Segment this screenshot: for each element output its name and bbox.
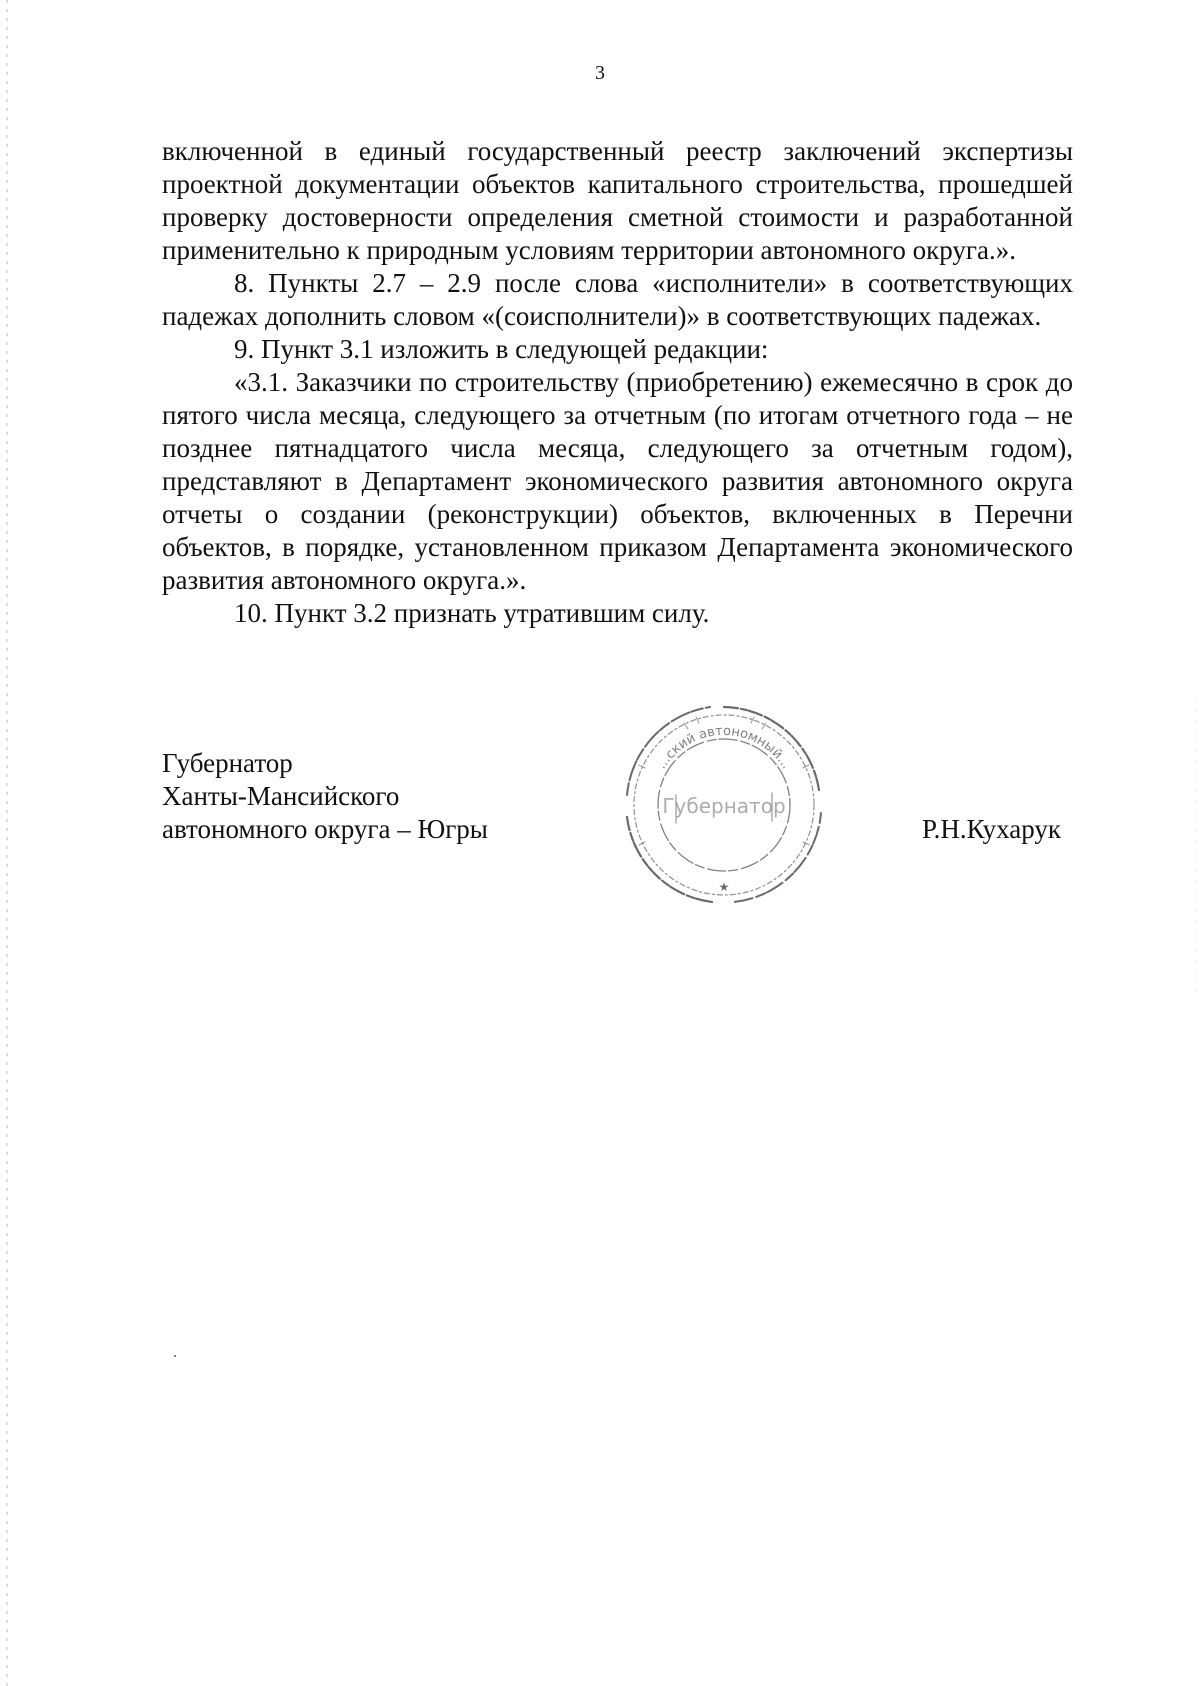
paragraph-item-9: 9. Пункт 3.1 изложить в следующей редакции:: [234, 334, 769, 364]
document-body: [162, 135, 1073, 630]
scan-speck: [174, 1355, 176, 1357]
signatory-position-line: Ханты-Мансийского: [162, 781, 400, 811]
signatory-position-line: автономного округа – Югры: [162, 814, 488, 844]
signer-name: Р.Н.Кухарук: [922, 814, 1062, 844]
paragraph-continuation: включенной в единый государственный реестр заключений экспертизы проектной документации объектов капитального строительства, прошедшей проверку достоверности определения сметной стоимости и разработанной применительно к природным условиям территории автономного округа.».: [162, 136, 1073, 265]
paragraph-item-10: 10. Пункт 3.2 признать утратившим силу.: [234, 598, 710, 628]
seal-star-icon: ★: [718, 880, 730, 894]
paragraph-item-3-1-quote: «3.1. Заказчики по строительству (приобретению) ежемесячно в срок до пятого числа месяца, следующего за отчетным (по итогам отчетного года – не позднее пятнадцатого числа месяца, следующего за отчетным годом), представляют в Департамент экономического развития автономного округа отчеты о создании (реконструкции) объектов, включенных в Перечни объектов, в порядке, установленном приказом Департамента экономического развития автономного округа.».: [162, 367, 1073, 595]
signatory-position: [162, 747, 488, 846]
official-seal-stamp: [614, 695, 834, 915]
seal-center-text: Губернатор: [662, 794, 786, 818]
scan-edge-artifact: [6, 0, 8, 1686]
scan-edge-artifact-right: [1195, 700, 1196, 1000]
seal-outer-text: ...ский автономный...: [654, 723, 794, 772]
paragraph-item-8: 8. Пункты 2.7 – 2.9 после слова «исполнители» в соответствующих падежах дополнить словом «(соисполнители)» в соответствующих падежах.: [162, 268, 1073, 331]
page-number: 3: [595, 62, 605, 84]
signatory-position-line: Губернатор: [162, 748, 293, 778]
